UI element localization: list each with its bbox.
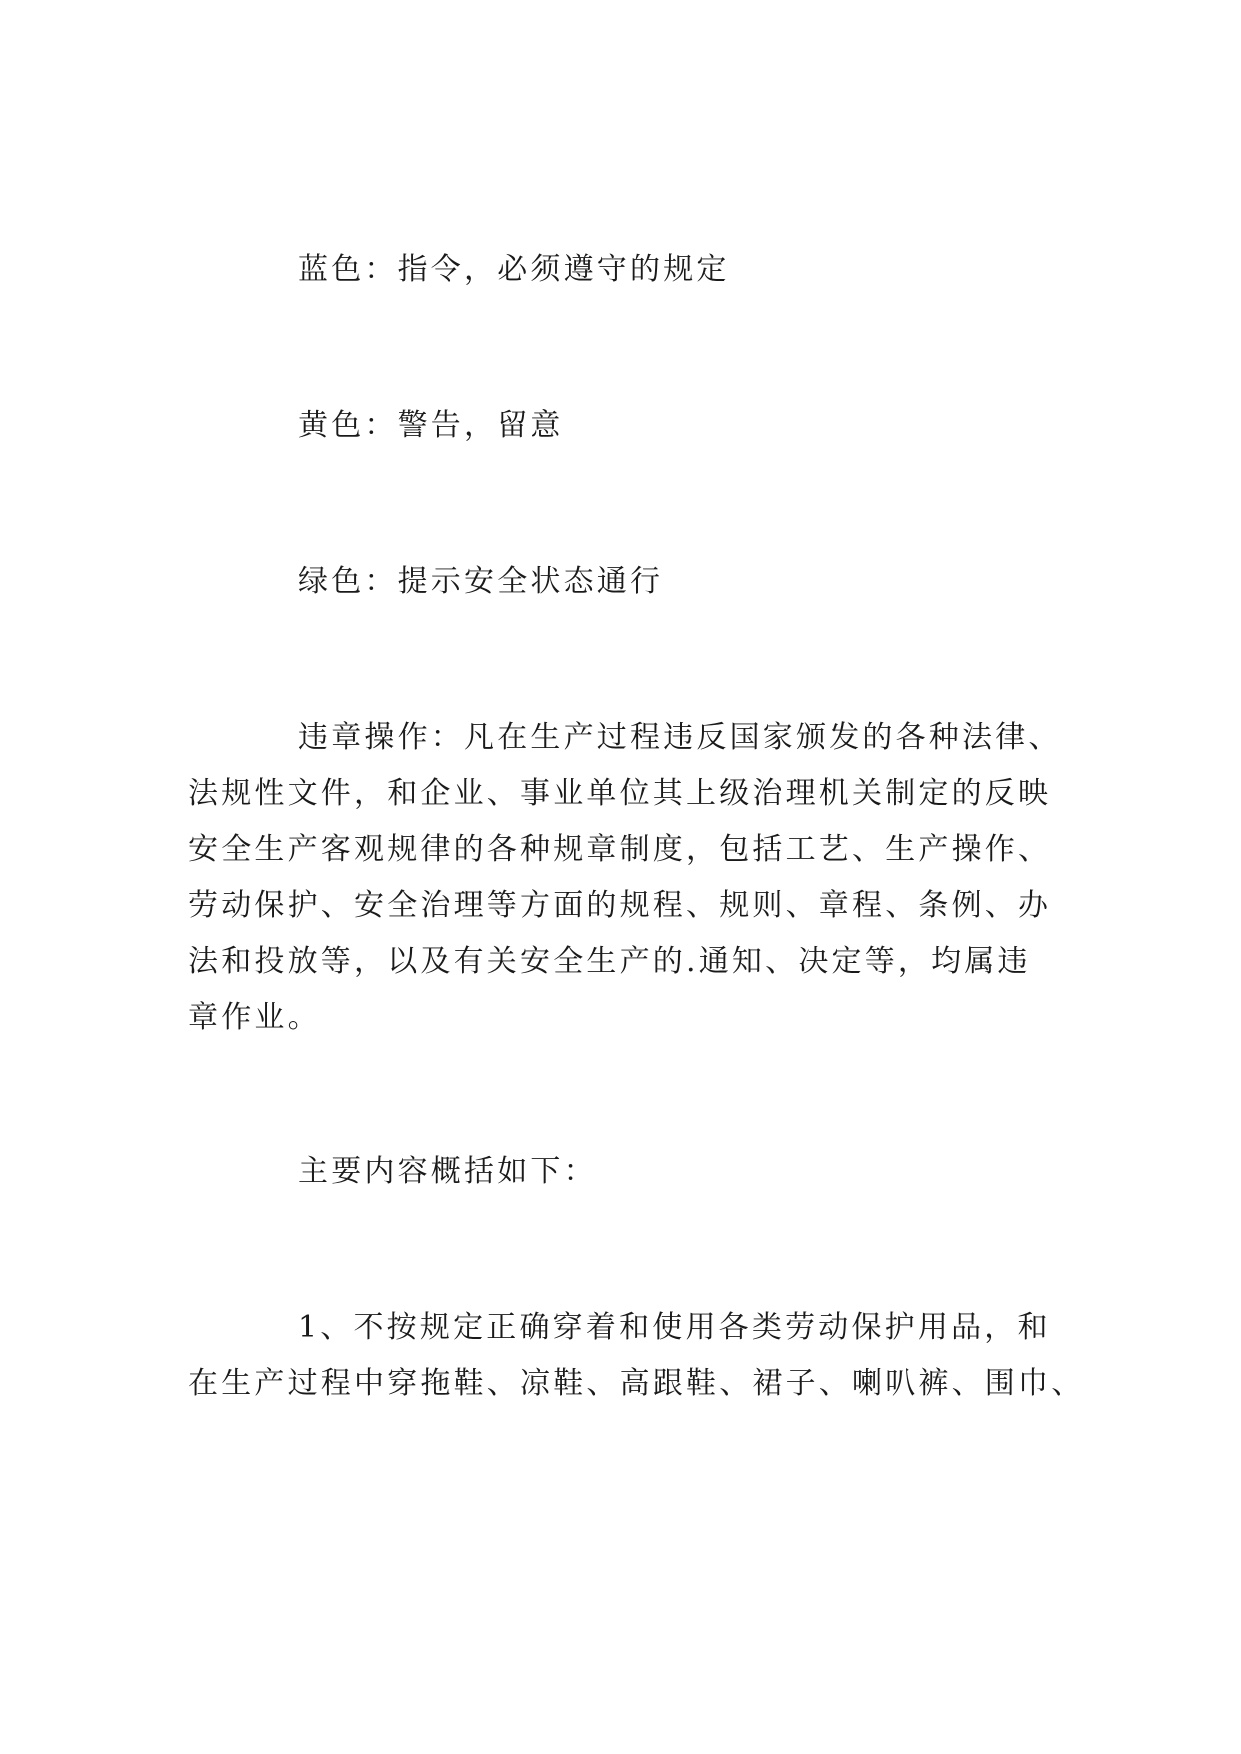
violation-paragraph-line: 劳动保护、安全治理等方面的规程、规则、章程、条例、办 [188,888,1052,923]
violation-paragraph-line: 章作业。 [188,1000,321,1035]
summary-heading: 主要内容概括如下： [298,1154,597,1189]
color-rule-blue: 蓝色：指令，必须遵守的规定 [298,252,730,287]
color-rule-yellow: 黄色：警告，留意 [298,408,564,443]
violation-paragraph-line: 法规性文件，和企业、事业单位其上级治理机关制定的反映 [188,776,1052,811]
list-item-1-line: 在生产过程中穿拖鞋、凉鞋、高跟鞋、裙子、喇叭裤、围巾、 [188,1366,1085,1401]
violation-paragraph-line: 法和投放等，以及有关安全生产的.通知、决定等，均属违 [188,944,1031,979]
list-item-1-line: 1、不按规定正确穿着和使用各类劳动保护用品，和 [298,1310,1051,1345]
color-rule-green: 绿色：提示安全状态通行 [298,564,664,599]
violation-paragraph-line: 违章操作：凡在生产过程违反国家颁发的各种法律、 [298,720,1062,755]
violation-paragraph-line: 安全生产客观规律的各种规章制度，包括工艺、生产操作、 [188,832,1052,867]
